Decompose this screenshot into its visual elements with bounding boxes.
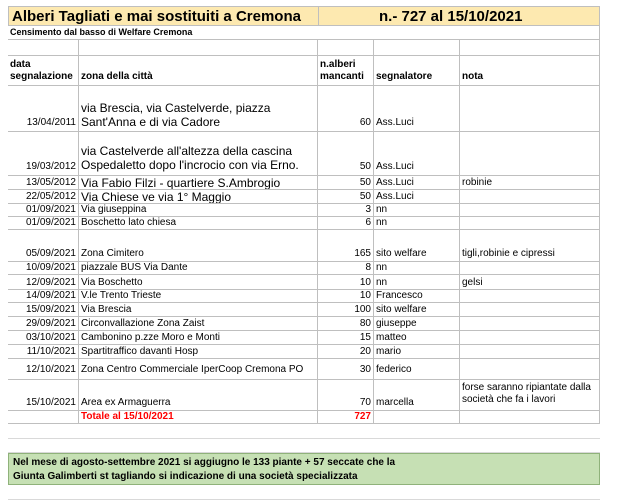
- header-count-line2: mancanti: [320, 71, 364, 82]
- row-reporter[interactable]: [374, 345, 460, 359]
- row-zone-line1: via Castelverde all'altezza della cascina: [81, 144, 293, 158]
- row-date[interactable]: [8, 317, 79, 331]
- table-row: [0, 230, 620, 262]
- row-note-line2: società che fa i lavori: [462, 394, 556, 405]
- header-date[interactable]: [8, 56, 79, 86]
- row-reporter-text: nn: [376, 204, 388, 215]
- row-reporter-text: nn: [376, 262, 388, 273]
- row-reporter-text: marcella: [376, 397, 414, 408]
- header-date-line2: segnalazione: [10, 71, 73, 82]
- row-reporter[interactable]: [374, 290, 460, 303]
- footnote-box[interactable]: [8, 453, 600, 485]
- table-row: [0, 359, 620, 380]
- row-date[interactable]: [8, 262, 79, 275]
- row-date[interactable]: [8, 331, 79, 345]
- row-zone[interactable]: [79, 275, 318, 290]
- row-reporter[interactable]: [374, 217, 460, 230]
- table-row: [0, 176, 620, 190]
- header-count-line1: n.alberi: [320, 59, 356, 70]
- row-count-text: 50: [359, 191, 371, 202]
- row-count-text: 10: [359, 290, 371, 301]
- row-date[interactable]: [8, 380, 79, 411]
- row-count[interactable]: [318, 275, 374, 290]
- row-zone-text: Via giuseppina: [81, 204, 147, 215]
- table-row: [0, 290, 620, 303]
- total-row: [0, 411, 620, 424]
- row-note[interactable]: [460, 262, 600, 275]
- row-count[interactable]: [318, 217, 374, 230]
- grid-line: [8, 424, 600, 439]
- row-count-text: 100: [354, 304, 371, 315]
- row-reporter[interactable]: [374, 303, 460, 317]
- row-date-text: 22/05/2012: [25, 191, 76, 202]
- row-date-text: 19/03/2012: [25, 161, 76, 172]
- row-zone-text: Zona Cimitero: [81, 248, 144, 259]
- row-count[interactable]: [318, 176, 374, 190]
- table-row: [0, 275, 620, 290]
- row-date[interactable]: [8, 190, 79, 204]
- table-row: [0, 132, 620, 176]
- row-note-text: tigli,robinie e cipressi: [462, 248, 555, 259]
- empty-cell[interactable]: [8, 40, 79, 56]
- row-date[interactable]: [8, 345, 79, 359]
- row-count[interactable]: [318, 290, 374, 303]
- row-reporter[interactable]: [374, 86, 460, 132]
- row-reporter[interactable]: [374, 176, 460, 190]
- row-note[interactable]: [460, 190, 600, 204]
- row-count-text: 15: [359, 332, 371, 343]
- row-note[interactable]: [460, 317, 600, 331]
- row-zone-text: V.le Trento Trieste: [81, 290, 162, 301]
- header-date-line1: data: [10, 59, 31, 70]
- row-reporter-text: giuseppe: [376, 318, 417, 329]
- table-row: [0, 331, 620, 345]
- table-row: [0, 190, 620, 204]
- row-zone[interactable]: [79, 86, 318, 132]
- row-reporter-text: Ass.Luci: [376, 177, 414, 188]
- table-row: [0, 380, 620, 411]
- subtitle-cell[interactable]: Censimento dal basso di Welfare Cremona: [8, 26, 600, 40]
- row-date-text: 12/10/2021: [25, 364, 76, 375]
- row-date[interactable]: [8, 132, 79, 176]
- row-count-text: 6: [365, 217, 371, 228]
- row-count[interactable]: [318, 331, 374, 345]
- row-zone[interactable]: [79, 204, 318, 217]
- grid-line: [8, 485, 600, 500]
- row-note[interactable]: [460, 290, 600, 303]
- header-reporter-label: segnalatore: [376, 71, 433, 82]
- row-date-text: 14/09/2021: [25, 290, 76, 301]
- row-date-text: 13/05/2012: [25, 177, 76, 188]
- row-reporter[interactable]: [374, 380, 460, 411]
- row-zone[interactable]: [79, 132, 318, 176]
- row-count-text: 50: [359, 161, 371, 172]
- row-zone-line2: Sant'Anna e di via Cadore: [81, 115, 221, 129]
- row-note-text: gelsi: [462, 277, 483, 288]
- row-reporter[interactable]: [374, 317, 460, 331]
- empty-cell[interactable]: [460, 40, 600, 56]
- row-zone[interactable]: [79, 303, 318, 317]
- row-note-text: robinie: [462, 177, 493, 188]
- row-count-text: 10: [359, 277, 371, 288]
- header-zone-label: zona della città: [81, 71, 153, 82]
- row-reporter[interactable]: [374, 359, 460, 380]
- row-zone[interactable]: [79, 317, 318, 331]
- sheet-count-title: n.- 727 al 15/10/2021: [379, 8, 523, 25]
- row-zone[interactable]: [79, 217, 318, 230]
- row-zone[interactable]: [79, 262, 318, 275]
- row-zone[interactable]: [79, 345, 318, 359]
- row-zone-line2: Ospedaletto dopo l'incrocio con via Erno.: [81, 158, 299, 172]
- row-zone-text: Circonvallazione Zona Zaist: [81, 318, 205, 329]
- row-zone-text: Cambonino p.zze Moro e Monti: [81, 332, 220, 343]
- empty-cell[interactable]: [374, 40, 460, 56]
- row-reporter-text: Ass.Luci: [376, 161, 414, 172]
- row-count-text: 165: [354, 248, 371, 259]
- row-zone[interactable]: [79, 331, 318, 345]
- row-note[interactable]: [460, 303, 600, 317]
- header-zone[interactable]: [79, 56, 318, 86]
- footnote-line2: Giunta Galimberti st tagliando si indicazione di una società specializzata: [13, 471, 358, 482]
- row-reporter[interactable]: [374, 204, 460, 217]
- row-note[interactable]: [460, 380, 600, 411]
- table-row: [0, 262, 620, 275]
- row-date-text: 12/09/2021: [25, 277, 76, 288]
- sheet-title: Alberi Tagliati e mai sostituiti a Cremona: [12, 8, 301, 25]
- row-zone-text: Via Fabio Filzi - quartiere S.Ambrogio: [81, 176, 281, 190]
- title-bar[interactable]: [8, 6, 600, 26]
- row-count-text: 30: [359, 364, 371, 375]
- row-zone-text: Spartitraffico davanti Hosp: [81, 346, 199, 357]
- row-date-text: 01/09/2021: [25, 204, 76, 215]
- row-zone[interactable]: [79, 190, 318, 204]
- row-reporter[interactable]: [374, 190, 460, 204]
- row-date[interactable]: [8, 275, 79, 290]
- row-reporter-text: sito welfare: [376, 248, 427, 259]
- row-count[interactable]: [318, 230, 374, 262]
- table-row: [0, 317, 620, 331]
- table-row: [0, 303, 620, 317]
- row-reporter-text: federico: [376, 364, 412, 375]
- row-note[interactable]: [460, 331, 600, 345]
- row-reporter-text: nn: [376, 277, 388, 288]
- table-row: [0, 345, 620, 359]
- row-zone[interactable]: [79, 290, 318, 303]
- row-zone-text: Boschetto lato chiesa: [81, 217, 177, 228]
- row-zone-line1: via Brescia, via Castelverde, piazza: [81, 101, 271, 115]
- total-empty-cell[interactable]: [374, 411, 460, 424]
- row-count[interactable]: [318, 380, 374, 411]
- row-zone[interactable]: [79, 380, 318, 411]
- row-reporter[interactable]: [374, 331, 460, 345]
- title-divider: [318, 7, 319, 25]
- row-count[interactable]: [318, 132, 374, 176]
- row-count-text: 60: [359, 117, 371, 128]
- row-note[interactable]: [460, 345, 600, 359]
- row-count-text: 8: [365, 262, 371, 273]
- row-date-text: 15/10/2021: [25, 397, 76, 408]
- row-note[interactable]: [460, 217, 600, 230]
- row-count[interactable]: [318, 345, 374, 359]
- grid-line: [8, 438, 600, 453]
- row-reporter-text: Ass.Luci: [376, 117, 414, 128]
- row-count-text: 50: [359, 177, 371, 188]
- row-reporter[interactable]: [374, 132, 460, 176]
- row-note[interactable]: [460, 359, 600, 380]
- table-row: [0, 217, 620, 230]
- row-reporter-text: mario: [376, 346, 402, 357]
- row-date-text: 05/09/2021: [25, 248, 76, 259]
- row-date-text: 15/09/2021: [25, 304, 76, 315]
- row-reporter-text: Francesco: [376, 290, 423, 301]
- footnote-line1: Nel mese di agosto-settembre 2021 si aggiugno le 133 piante + 57 seccate che la: [13, 457, 396, 468]
- row-note[interactable]: [460, 176, 600, 190]
- row-count[interactable]: [318, 359, 374, 380]
- row-count[interactable]: [318, 204, 374, 217]
- row-date-text: 11/10/2021: [26, 346, 76, 357]
- row-note[interactable]: [460, 275, 600, 290]
- row-zone-text: Via Chiese ve via 1° Maggio: [81, 190, 231, 204]
- row-reporter[interactable]: [374, 230, 460, 262]
- row-zone[interactable]: [79, 176, 318, 190]
- row-count-text: 70: [359, 397, 371, 408]
- row-date-text: 10/09/2021: [25, 262, 76, 273]
- total-empty-cell[interactable]: [8, 411, 79, 424]
- row-count[interactable]: [318, 262, 374, 275]
- total-label[interactable]: Totale al 15/10/2021: [79, 411, 318, 424]
- row-reporter[interactable]: [374, 275, 460, 290]
- row-count[interactable]: [318, 190, 374, 204]
- row-note[interactable]: [460, 230, 600, 262]
- empty-row: [0, 40, 620, 56]
- row-zone-text: Via Brescia: [81, 304, 132, 315]
- empty-cell[interactable]: [79, 40, 318, 56]
- row-date[interactable]: [8, 86, 79, 132]
- row-note[interactable]: [460, 204, 600, 217]
- row-note-line1: forse saranno ripiantate dalla: [462, 382, 591, 393]
- row-count[interactable]: [318, 303, 374, 317]
- row-date[interactable]: [8, 204, 79, 217]
- total-value[interactable]: 727: [318, 411, 374, 424]
- row-date[interactable]: [8, 359, 79, 380]
- row-zone[interactable]: [79, 359, 318, 380]
- empty-cell[interactable]: [318, 40, 374, 56]
- total-empty-cell[interactable]: [460, 411, 600, 424]
- row-note[interactable]: [460, 86, 600, 132]
- header-note-label: nota: [462, 71, 484, 82]
- row-date[interactable]: [8, 217, 79, 230]
- row-count-text: 80: [359, 318, 371, 329]
- row-date-text: 03/10/2021: [25, 332, 76, 343]
- row-date[interactable]: [8, 176, 79, 190]
- row-zone-text: piazzale BUS Via Dante: [81, 262, 188, 273]
- row-zone-text: Zona Centro Commerciale IperCoop Cremona PO: [81, 364, 304, 375]
- row-date-text: 13/04/2011: [26, 117, 76, 128]
- row-date[interactable]: [8, 303, 79, 317]
- row-zone-text: Via Boschetto: [81, 277, 143, 288]
- row-count[interactable]: [318, 86, 374, 132]
- row-date[interactable]: [8, 230, 79, 262]
- subtitle-row: [0, 26, 620, 40]
- row-note[interactable]: [460, 132, 600, 176]
- row-reporter-text: sito welfare: [376, 304, 427, 315]
- row-count[interactable]: [318, 317, 374, 331]
- row-reporter-text: Ass.Luci: [376, 191, 414, 202]
- header-note[interactable]: [460, 56, 600, 86]
- table-row: [0, 204, 620, 217]
- header-reporter[interactable]: [374, 56, 460, 86]
- row-reporter-text: nn: [376, 217, 388, 228]
- row-date[interactable]: [8, 290, 79, 303]
- row-date-text: 01/09/2021: [25, 217, 76, 228]
- row-date-text: 29/09/2021: [25, 318, 76, 329]
- row-reporter[interactable]: [374, 262, 460, 275]
- table-row: [0, 86, 620, 132]
- row-zone[interactable]: [79, 230, 318, 262]
- row-count-text: 3: [365, 204, 371, 215]
- row-reporter-text: matteo: [376, 332, 407, 343]
- header-row: [0, 56, 620, 86]
- header-count[interactable]: [318, 56, 374, 86]
- row-zone-text: Area ex Armaguerra: [81, 397, 171, 408]
- row-count-text: 20: [359, 346, 371, 357]
